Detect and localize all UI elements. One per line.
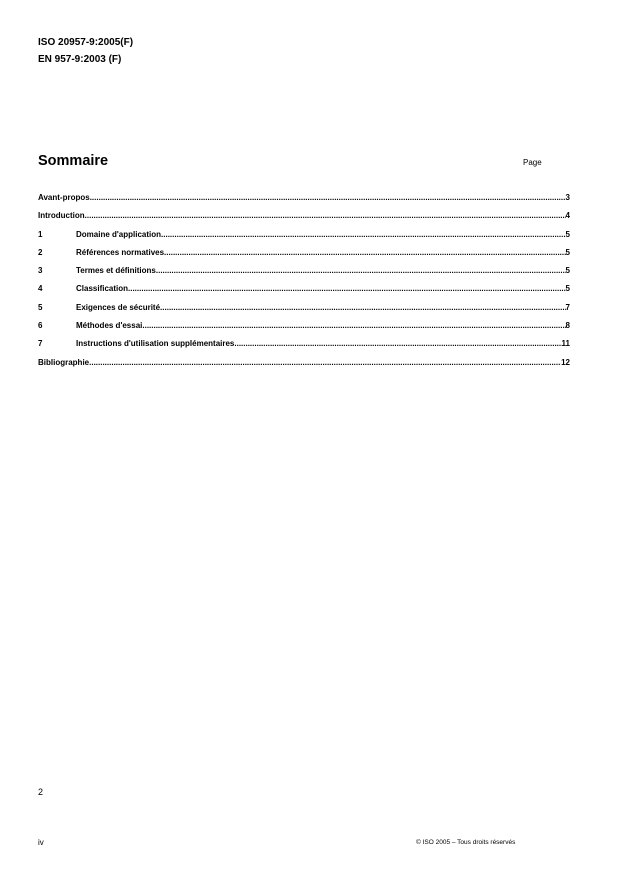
toc-entry-5[interactable]	[38, 303, 570, 321]
toc-entry-title: Références normatives	[76, 247, 165, 257]
toc-leader-dots	[156, 266, 566, 275]
toc-leader-dots	[128, 284, 566, 293]
toc-entry-page: 5	[565, 284, 570, 294]
toc-entry-7[interactable]	[38, 339, 570, 357]
toc-leader-dots	[85, 211, 566, 220]
toc-entry-number: 4	[38, 284, 43, 294]
toc-entry-title: Avant-propos	[38, 193, 90, 202]
toc-leader-dots	[90, 193, 566, 202]
toc-entry-page: 3	[565, 193, 570, 202]
toc-entry-introduction[interactable]	[38, 211, 570, 229]
toc-entry-6[interactable]	[38, 321, 570, 339]
toc-entry-title: Termes et définitions	[76, 266, 156, 276]
toc-entry-title: Introduction	[38, 211, 85, 221]
toc-leader-dots	[161, 230, 566, 239]
toc-entry-title: Domaine d'application	[76, 229, 162, 239]
toc-entry-page: 8	[565, 321, 570, 331]
toc-entry-2[interactable]	[38, 248, 570, 266]
document-id-en: EN 957-9:2003 (F)	[38, 54, 122, 65]
toc-entry-number: 7	[38, 339, 43, 349]
toc-entry-4[interactable]	[38, 284, 570, 302]
toc-entry-title: Instructions d'utilisation supplémentaires	[76, 339, 235, 349]
document-id-iso: ISO 20957-9:2005(F)	[38, 37, 134, 48]
toc-entry-title: Classification	[76, 284, 129, 294]
toc-entry-page: 5	[565, 229, 570, 239]
toc-entry-number: 6	[38, 321, 43, 331]
toc-entry-page: 5	[565, 247, 570, 257]
toc-entry-title: Bibliographie	[38, 357, 90, 367]
toc-leader-dots	[234, 339, 561, 348]
toc-entry-number: 2	[38, 247, 43, 257]
toc-entry-avant-propos[interactable]	[38, 193, 570, 211]
footer-roman-page: iv	[38, 838, 44, 847]
toc-leader-dots	[160, 303, 566, 312]
footer-copyright: © ISO 2005 – Tous droits réservés	[416, 839, 516, 846]
page-number: 2	[38, 787, 44, 797]
toc-entry-bibliographie[interactable]	[38, 358, 570, 376]
toc-entry-page: 4	[565, 211, 570, 221]
toc-entry-number: 1	[38, 229, 43, 239]
toc-entry-title: Méthodes d'essai	[76, 321, 143, 331]
table-of-contents	[38, 193, 570, 376]
toc-entry-page: 5	[565, 266, 570, 276]
page-column-label: Page	[523, 158, 542, 167]
toc-entry-number: 5	[38, 302, 43, 312]
toc-leader-dots	[164, 248, 566, 257]
toc-leader-dots	[89, 358, 561, 367]
toc-entry-page: 7	[565, 302, 570, 312]
toc-leader-dots	[142, 321, 565, 330]
toc-entry-3[interactable]	[38, 266, 570, 284]
toc-entry-1[interactable]	[38, 230, 570, 248]
toc-entry-number: 3	[38, 266, 43, 276]
toc-entry-title: Exigences de sécurité	[76, 302, 161, 312]
page-title: Sommaire	[38, 153, 109, 169]
toc-entry-page: 12	[561, 357, 570, 367]
toc-entry-page: 11	[561, 339, 570, 349]
